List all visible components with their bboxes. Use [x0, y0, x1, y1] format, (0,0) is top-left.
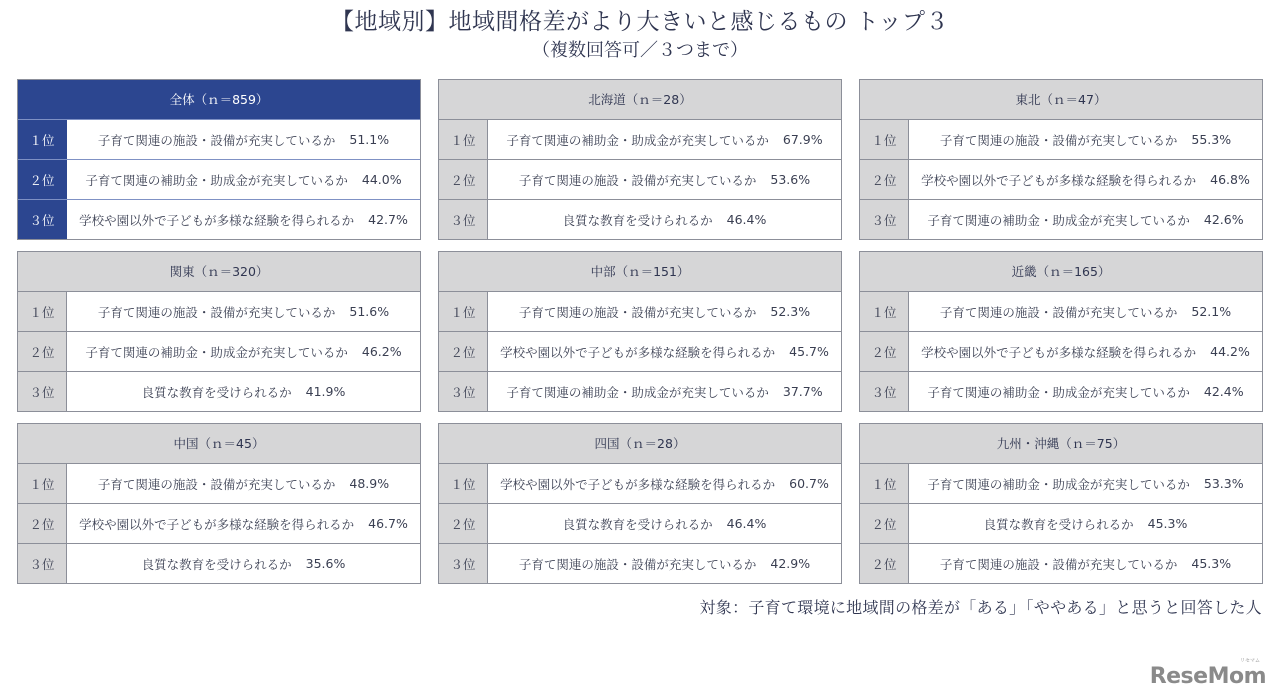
- item-text: 良質な教育を受けられるか: [141, 556, 292, 572]
- rank-label: ３位: [439, 372, 488, 411]
- table-row: [860, 332, 1262, 372]
- table-row: [439, 464, 841, 504]
- table-row: [18, 120, 420, 160]
- item-text: 子育て関連の施設・設備が充実しているか: [97, 304, 336, 320]
- rank-label: １位: [439, 292, 488, 331]
- item-percent: 52.3%: [770, 304, 811, 319]
- rank-label: ２位: [439, 504, 488, 543]
- item-text: 学校や園以外で子どもが多様な経験を得られるか: [79, 212, 355, 228]
- item-text: 子育て関連の施設・設備が充実しているか: [939, 556, 1178, 572]
- item-cell: [909, 504, 1262, 543]
- rank-label: １位: [860, 292, 909, 331]
- item-cell: [488, 160, 841, 199]
- region-header: 東北（ｎ＝47）: [860, 80, 1262, 120]
- item-cell: [488, 544, 841, 583]
- item-percent: 44.2%: [1210, 344, 1250, 359]
- item-percent: 42.4%: [1203, 384, 1244, 399]
- item-cell: [67, 292, 420, 331]
- rank-label: ２位: [18, 160, 67, 199]
- item-percent: 51.1%: [349, 132, 390, 147]
- region-header: 九州・沖縄（ｎ＝75）: [860, 424, 1262, 464]
- item-cell: [67, 464, 420, 503]
- item-cell: [909, 544, 1262, 583]
- item-cell: [67, 332, 420, 371]
- item-text: 学校や園以外で子どもが多様な経験を得られるか: [921, 344, 1197, 360]
- rank-label: ３位: [439, 544, 488, 583]
- item-text: 子育て関連の施設・設備が充実しているか: [97, 132, 336, 148]
- rank-label: １位: [860, 120, 909, 159]
- item-text: 子育て関連の施設・設備が充実しているか: [518, 304, 757, 320]
- rank-label: ２位: [860, 332, 909, 371]
- table-row: [439, 160, 841, 200]
- table-row: [18, 464, 420, 504]
- table-row: [860, 464, 1262, 504]
- item-text: 良質な教育を受けられるか: [562, 212, 713, 228]
- table-row: [18, 292, 420, 332]
- rank-label: ３位: [18, 200, 67, 239]
- region-header: 北海道（ｎ＝28）: [439, 80, 841, 120]
- rank-label: ２位: [18, 332, 67, 371]
- rank-label: ２位: [860, 160, 909, 199]
- item-percent: 46.2%: [361, 344, 402, 359]
- item-text: 学校や園以外で子どもが多様な経験を得られるか: [79, 516, 355, 532]
- item-text: 子育て関連の補助金・助成金が充実しているか: [506, 384, 769, 400]
- item-cell: [488, 504, 841, 543]
- item-text: 学校や園以外で子どもが多様な経験を得られるか: [500, 344, 776, 360]
- item-percent: 37.7%: [782, 384, 823, 399]
- item-percent: 42.7%: [368, 212, 408, 227]
- item-text: 子育て関連の補助金・助成金が充実しているか: [85, 172, 348, 188]
- region-card-kyushu-okinawa: [859, 423, 1263, 584]
- item-percent: 67.9%: [782, 132, 823, 147]
- item-percent: 52.1%: [1191, 304, 1232, 319]
- rank-label: ３位: [860, 372, 909, 411]
- table-row: [18, 160, 420, 200]
- item-cell: [67, 120, 420, 159]
- region-header: 四国（ｎ＝28）: [439, 424, 841, 464]
- table-row: [439, 200, 841, 239]
- item-cell: [488, 332, 841, 371]
- item-cell: [909, 332, 1262, 371]
- item-cell: [67, 504, 420, 543]
- item-percent: 45.3%: [1191, 556, 1232, 571]
- rank-label: ３位: [18, 372, 67, 411]
- item-cell: [909, 200, 1262, 239]
- item-cell: [488, 464, 841, 503]
- item-text: 子育て関連の施設・設備が充実しているか: [939, 304, 1178, 320]
- rank-label: ３位: [18, 544, 67, 583]
- page-subtitle: （複数回答可／３つまで）: [532, 40, 748, 61]
- item-percent: 46.7%: [368, 516, 408, 531]
- table-row: [18, 504, 420, 544]
- table-row: [439, 544, 841, 583]
- rank-label: ２位: [439, 332, 488, 371]
- table-row: [439, 504, 841, 544]
- table-row: [860, 160, 1262, 200]
- page-title: 【地域別】地域間格差がより大きいと感じるもの トップ３: [330, 9, 950, 35]
- region-card-hokkaido: [438, 79, 842, 240]
- item-text: 子育て関連の補助金・助成金が充実しているか: [927, 384, 1190, 400]
- item-text: 子育て関連の補助金・助成金が充実しているか: [85, 344, 348, 360]
- table-row: [439, 292, 841, 332]
- item-percent: 45.3%: [1147, 516, 1188, 531]
- item-text: 良質な教育を受けられるか: [141, 384, 292, 400]
- region-card-chugoku: [17, 423, 421, 584]
- item-cell: [67, 372, 420, 411]
- rank-label: ２位: [860, 504, 909, 543]
- item-cell: [909, 372, 1262, 411]
- rank-label: １位: [18, 120, 67, 159]
- item-percent: 35.6%: [305, 556, 346, 571]
- region-header: 全体（ｎ＝859）: [18, 80, 420, 120]
- table-row: [439, 332, 841, 372]
- logo-text: ReseMom: [1149, 664, 1266, 689]
- rank-label: ２位: [860, 544, 909, 583]
- item-percent: 48.9%: [349, 476, 390, 491]
- item-text: 良質な教育を受けられるか: [983, 516, 1134, 532]
- item-cell: [909, 160, 1262, 199]
- rank-label: １位: [18, 464, 67, 503]
- region-header: 関東（ｎ＝320）: [18, 252, 420, 292]
- item-percent: 44.0%: [361, 172, 402, 187]
- item-percent: 55.3%: [1191, 132, 1232, 147]
- rank-label: １位: [18, 292, 67, 331]
- region-card-tohoku: [859, 79, 1263, 240]
- region-card-shikoku: [438, 423, 842, 584]
- region-header: 中部（ｎ＝151）: [439, 252, 841, 292]
- item-percent: 51.6%: [349, 304, 390, 319]
- resemom-logo: [1149, 658, 1266, 689]
- rank-label: １位: [860, 464, 909, 503]
- item-percent: 53.6%: [770, 172, 811, 187]
- item-cell: [909, 120, 1262, 159]
- item-cell: [67, 160, 420, 199]
- item-text: 子育て関連の補助金・助成金が充実しているか: [927, 476, 1190, 492]
- item-percent: 60.7%: [789, 476, 829, 491]
- rank-label: １位: [439, 464, 488, 503]
- item-percent: 46.4%: [726, 516, 767, 531]
- region-card-kinki: [859, 251, 1263, 412]
- item-cell: [909, 292, 1262, 331]
- item-text: 子育て関連の補助金・助成金が充実しているか: [506, 132, 769, 148]
- table-row: [439, 120, 841, 160]
- table-row: [860, 372, 1262, 411]
- item-cell: [67, 200, 420, 239]
- item-percent: 42.9%: [770, 556, 811, 571]
- item-percent: 46.4%: [726, 212, 767, 227]
- item-percent: 46.8%: [1210, 172, 1250, 187]
- item-cell: [488, 120, 841, 159]
- table-row: [18, 332, 420, 372]
- item-cell: [67, 544, 420, 583]
- item-text: 子育て関連の施設・設備が充実しているか: [97, 476, 336, 492]
- table-row: [439, 372, 841, 411]
- table-row: [860, 504, 1262, 544]
- item-text: 子育て関連の施設・設備が充実しているか: [518, 556, 757, 572]
- item-cell: [909, 464, 1262, 503]
- rank-label: １位: [439, 120, 488, 159]
- table-row: [18, 544, 420, 583]
- table-row: [18, 372, 420, 411]
- table-row: [860, 120, 1262, 160]
- region-header: 近畿（ｎ＝165）: [860, 252, 1262, 292]
- region-card-chubu: [438, 251, 842, 412]
- rank-label: ３位: [439, 200, 488, 239]
- logo-kana: リセマム: [1240, 658, 1260, 664]
- rank-label: ２位: [439, 160, 488, 199]
- item-text: 子育て関連の施設・設備が充実しているか: [939, 132, 1178, 148]
- table-row: [860, 292, 1262, 332]
- item-text: 子育て関連の補助金・助成金が充実しているか: [927, 212, 1190, 228]
- item-cell: [488, 292, 841, 331]
- rank-label: ２位: [18, 504, 67, 543]
- table-row: [860, 200, 1262, 239]
- region-card-overall: [17, 79, 421, 240]
- item-cell: [488, 372, 841, 411]
- survey-target-note: 対象：子育て環境に地域間の格差が「ある」「ややある」と思うと回答した人: [699, 598, 1262, 617]
- item-percent: 42.6%: [1203, 212, 1244, 227]
- region-card-kanto: [17, 251, 421, 412]
- table-row: [18, 200, 420, 239]
- item-text: 子育て関連の施設・設備が充実しているか: [518, 172, 757, 188]
- rank-label: ３位: [860, 200, 909, 239]
- item-text: 学校や園以外で子どもが多様な経験を得られるか: [921, 172, 1197, 188]
- item-text: 良質な教育を受けられるか: [562, 516, 713, 532]
- table-row: [860, 544, 1262, 583]
- region-header: 中国（ｎ＝45）: [18, 424, 420, 464]
- item-percent: 41.9%: [305, 384, 346, 399]
- item-cell: [488, 200, 841, 239]
- item-text: 学校や園以外で子どもが多様な経験を得られるか: [500, 476, 776, 492]
- region-grid: [17, 79, 1263, 584]
- item-percent: 53.3%: [1203, 476, 1244, 491]
- item-percent: 45.7%: [789, 344, 829, 359]
